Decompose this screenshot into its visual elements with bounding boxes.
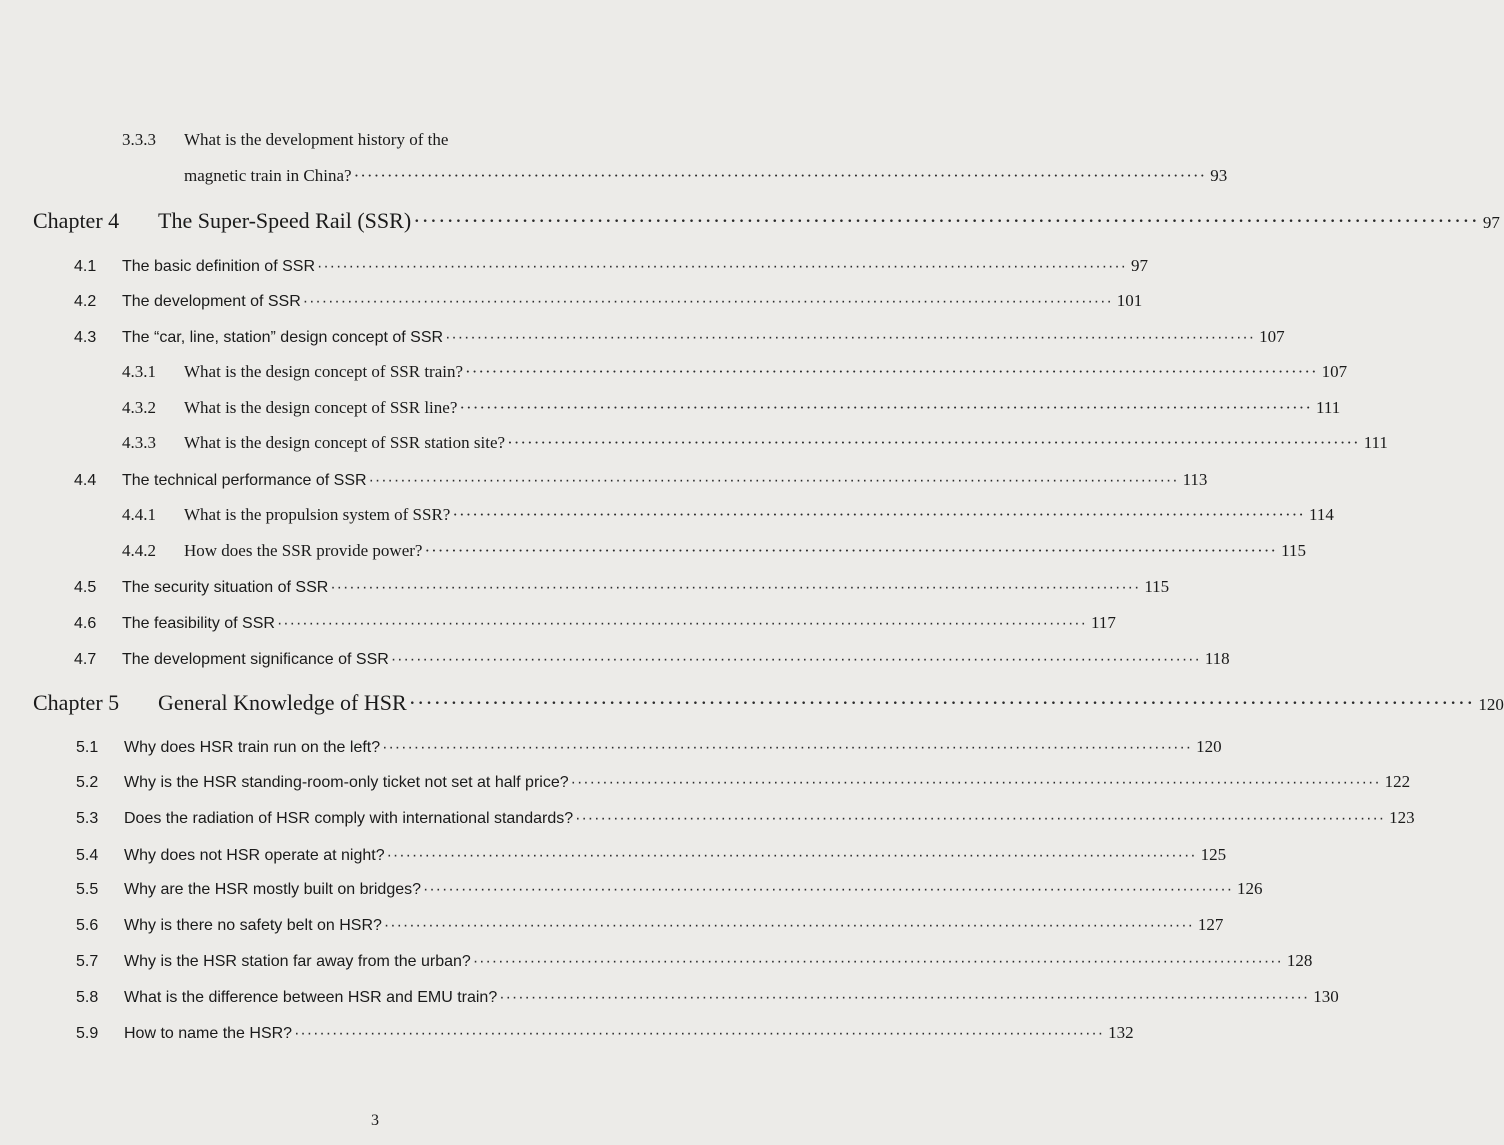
toc-entry bbox=[76, 808, 1415, 828]
entry-page: 101 bbox=[1116, 291, 1143, 310]
toc-entry bbox=[74, 327, 1285, 347]
entry-page: 114 bbox=[1308, 505, 1334, 524]
chapter-heading bbox=[33, 690, 1504, 716]
toc-entry bbox=[76, 879, 1263, 899]
entry-title: What is the design concept of SSR station site? bbox=[184, 433, 506, 452]
toc-entry bbox=[122, 362, 1348, 382]
entry-title: Why does not HSR operate at night? bbox=[124, 847, 385, 864]
entry-title: Does the radiation of HSR comply with international standards? bbox=[124, 810, 574, 827]
entry-title: What is the design concept of SSR train? bbox=[184, 362, 464, 381]
toc-entry bbox=[74, 470, 1208, 490]
entry-number: 5.4 bbox=[76, 847, 99, 864]
entry-number: 4.6 bbox=[74, 615, 97, 632]
toc-entry bbox=[74, 291, 1143, 311]
entry-page: 122 bbox=[1384, 772, 1411, 791]
toc-entry bbox=[76, 845, 1227, 865]
entry-title: The development significance of SSR bbox=[122, 651, 389, 668]
entry-number: 4.4.1 bbox=[122, 505, 156, 524]
entry-title: The technical performance of SSR bbox=[122, 472, 367, 489]
entry-page: 130 bbox=[1313, 987, 1339, 1006]
entry-number: 4.3.3 bbox=[122, 433, 156, 452]
entry-number: 5.6 bbox=[76, 917, 99, 934]
entry-page: 107 bbox=[1259, 327, 1285, 346]
dot-leader: ································································································································ bbox=[423, 881, 1234, 898]
toc-entry bbox=[74, 613, 1116, 633]
entry-title: The security situation of SSR bbox=[122, 579, 329, 596]
dot-leader: ································································································································ bbox=[570, 774, 1381, 791]
entry-title: How does the SSR provide power? bbox=[184, 541, 423, 560]
dot-leader: ································································································································ bbox=[386, 847, 1197, 864]
dot-leader: ································································································································ bbox=[368, 472, 1179, 489]
dot-leader: ································································································································ bbox=[507, 433, 1360, 452]
toc-entry bbox=[74, 256, 1148, 276]
dot-leader: ································································································································ bbox=[408, 690, 1475, 715]
entry-number: 5.2 bbox=[76, 774, 99, 791]
entry-number: 5.5 bbox=[76, 881, 99, 898]
dot-leader: ································································································································ bbox=[445, 329, 1256, 346]
dot-leader: ································································································································ bbox=[459, 398, 1312, 417]
chapter-heading bbox=[33, 208, 1500, 234]
dot-leader: ································································································································ bbox=[276, 615, 1087, 632]
entry-page: 97 bbox=[1131, 256, 1148, 275]
toc-entry bbox=[122, 433, 1388, 453]
entry-page: 120 bbox=[1478, 695, 1504, 714]
dot-leader: ································································································································ bbox=[465, 362, 1318, 381]
toc-entry bbox=[76, 737, 1222, 757]
entry-page: 118 bbox=[1204, 649, 1230, 668]
entry-title: The “car, line, station” design concept of SSR bbox=[122, 329, 444, 346]
dot-leader: ································································································································ bbox=[330, 579, 1141, 596]
entry-page: 115 bbox=[1281, 541, 1306, 560]
entry-title: The basic definition of SSR bbox=[122, 258, 315, 275]
entry-title: What is the propulsion system of SSR? bbox=[184, 505, 451, 524]
entry-number: 4.1 bbox=[74, 258, 97, 275]
entry-page: 132 bbox=[1108, 1023, 1134, 1042]
entry-title: Why is there no safety belt on HSR? bbox=[124, 917, 382, 934]
entry-number: 4.3 bbox=[74, 329, 97, 346]
chapter-number: Chapter 5 bbox=[33, 690, 120, 715]
entry-title: What is the difference between HSR and EMU train? bbox=[124, 989, 498, 1006]
entry-number: 4.3.1 bbox=[122, 362, 156, 381]
dot-leader: ································································································································ bbox=[317, 258, 1127, 275]
chapter-title: The Super-Speed Rail (SSR) bbox=[158, 208, 412, 233]
entry-number: 5.8 bbox=[76, 989, 99, 1006]
entry-title: What is the development history of the bbox=[184, 130, 449, 149]
entry-title: Why are the HSR mostly built on bridges? bbox=[124, 881, 422, 898]
toc-entry bbox=[76, 915, 1224, 935]
entry-page: 123 bbox=[1389, 808, 1415, 827]
entry-page: 111 bbox=[1363, 433, 1388, 452]
toc-entry bbox=[122, 398, 1341, 418]
entry-number: 3.3.3 bbox=[122, 130, 156, 149]
entry-title-continued: magnetic train in China? bbox=[184, 166, 352, 185]
entry-number: 5.7 bbox=[76, 953, 99, 970]
toc-entry bbox=[122, 130, 448, 150]
entry-title: The feasibility of SSR bbox=[122, 615, 275, 632]
toc-entry bbox=[76, 951, 1313, 971]
entry-page: 97 bbox=[1482, 213, 1500, 232]
dot-leader: ································································································································ bbox=[413, 208, 1479, 233]
entry-page: 126 bbox=[1237, 879, 1263, 898]
entry-page: 125 bbox=[1200, 845, 1227, 864]
entry-number: 5.3 bbox=[76, 810, 99, 827]
dot-leader: ································································································································ bbox=[452, 505, 1305, 524]
page-number: 3 bbox=[371, 1112, 379, 1129]
toc-entry bbox=[76, 1023, 1134, 1043]
entry-page: 107 bbox=[1321, 362, 1348, 381]
toc-entry bbox=[74, 649, 1230, 669]
entry-page: 117 bbox=[1090, 613, 1116, 632]
entry-title: Why is the HSR station far away from the urban? bbox=[124, 953, 471, 970]
entry-number: 4.4 bbox=[74, 472, 97, 489]
entry-number: 5.9 bbox=[76, 1025, 99, 1042]
toc-entry bbox=[122, 541, 1306, 561]
dot-leader: ································································································································ bbox=[383, 917, 1194, 934]
toc-entry bbox=[74, 577, 1170, 597]
toc-entry-continuation bbox=[184, 166, 1228, 186]
entry-number: 4.2 bbox=[74, 293, 97, 310]
entry-page: 127 bbox=[1197, 915, 1224, 934]
entry-number: 4.5 bbox=[74, 579, 97, 596]
entry-number: 4.7 bbox=[74, 651, 97, 668]
entry-title: The development of SSR bbox=[122, 293, 301, 310]
entry-page: 113 bbox=[1182, 470, 1208, 489]
entry-page: 128 bbox=[1286, 951, 1313, 970]
entry-title: What is the design concept of SSR line? bbox=[184, 398, 458, 417]
toc-entry bbox=[76, 772, 1411, 792]
toc-entry bbox=[76, 987, 1339, 1007]
dot-leader: ································································································································ bbox=[424, 541, 1278, 560]
dot-leader: ································································································································ bbox=[472, 953, 1283, 970]
entry-page: 120 bbox=[1196, 737, 1222, 756]
dot-leader: ································································································································ bbox=[294, 1025, 1105, 1042]
dot-leader: ································································································································ bbox=[390, 651, 1201, 668]
entry-title: Why is the HSR standing-room-only ticket not set at half price? bbox=[124, 774, 569, 791]
dot-leader: ································································································································ bbox=[499, 989, 1310, 1006]
dot-leader: ································································································································ bbox=[353, 166, 1207, 185]
entry-title: Why does HSR train run on the left? bbox=[124, 739, 381, 756]
entry-number: 4.4.2 bbox=[122, 541, 156, 560]
chapter-title: General Knowledge of HSR bbox=[158, 690, 407, 715]
dot-leader: ································································································································ bbox=[382, 739, 1193, 756]
chapter-number: Chapter 4 bbox=[33, 208, 120, 233]
entry-page: 115 bbox=[1144, 577, 1170, 596]
dot-leader: ································································································································ bbox=[302, 293, 1113, 310]
dot-leader: ································································································································ bbox=[575, 810, 1386, 827]
entry-page: 111 bbox=[1316, 398, 1341, 417]
toc-entry bbox=[122, 505, 1334, 525]
entry-page: 93 bbox=[1210, 166, 1228, 185]
entry-title: How to name the HSR? bbox=[124, 1025, 293, 1042]
entry-number: 4.3.2 bbox=[122, 398, 156, 417]
entry-number: 5.1 bbox=[76, 739, 99, 756]
